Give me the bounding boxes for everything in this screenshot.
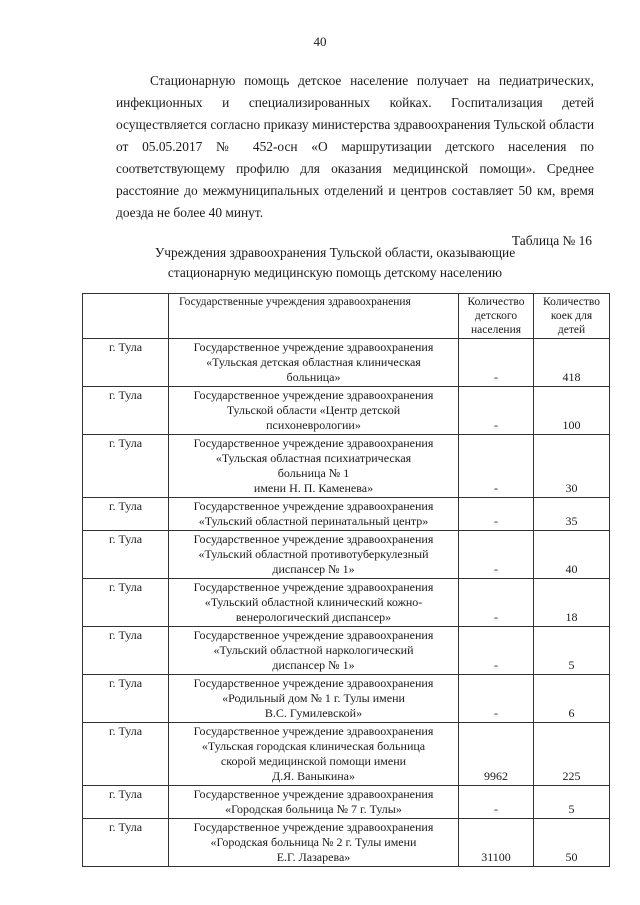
page-number: 40 — [313, 34, 327, 49]
cell-institution — [169, 531, 459, 579]
cell-institution — [169, 339, 459, 387]
institution-line: «Тульский областной клинический кожно- — [204, 595, 423, 609]
institution-line: Государственное учреждение здравоохранения — [193, 724, 434, 738]
caption-line-2: стационарную медицинскую помощь детскому населению — [167, 265, 503, 280]
table-row — [83, 579, 610, 627]
institution-line: «Тульская областная психиатрическая — [215, 451, 412, 465]
cell-city: г. Тула — [83, 579, 169, 627]
cell-beds: 418 — [534, 339, 610, 387]
cell-population: - — [459, 387, 534, 435]
institution-line: Государственное учреждение здравоохранения — [193, 676, 434, 690]
table-row — [83, 387, 610, 435]
cell-institution — [169, 387, 459, 435]
institution-line: Государственное учреждение здравоохранения — [193, 436, 434, 450]
cell-population: - — [459, 498, 534, 531]
body-paragraph: Стационарную помощь детское население получает на педиатрических, инфекционных и специализированных койках. Госпитализация детей осуществляется согласно приказу министерства здравоохранения Тульской области от 05.05.2017 № 452-осн «О маршрутизации детского населения по соответствующему профилю для оказания медицинской помощи». Среднее расстояние до межмуниципальных отделений и центров составляет 50 км, время доезда не более 40 минут. — [116, 73, 594, 220]
table-row — [83, 531, 610, 579]
cell-beds: 40 — [534, 531, 610, 579]
cell-institution — [169, 675, 459, 723]
cell-beds: 5 — [534, 786, 610, 819]
cell-population: - — [459, 339, 534, 387]
cell-institution — [169, 579, 459, 627]
table-row — [83, 627, 610, 675]
institution-line: Государственное учреждение здравоохранения — [193, 340, 434, 354]
cell-city: г. Тула — [83, 675, 169, 723]
institution-line: Государственное учреждение здравоохранения — [193, 499, 434, 513]
cell-city: г. Тула — [83, 531, 169, 579]
cell-institution — [169, 819, 459, 867]
institution-line: Тульской области «Центр детской — [226, 403, 401, 417]
institution-line: диспансер № 1» — [272, 658, 355, 672]
institution-line: «Тульская детская областная клиническая — [206, 355, 421, 369]
institution-line: «Тульский областной перинатальный центр» — [198, 514, 429, 528]
institution-line: «Городская больница № 7 г. Тулы» — [225, 802, 402, 816]
institution-line: Государственное учреждение здравоохранения — [193, 388, 434, 402]
cell-beds: 30 — [534, 435, 610, 498]
header-population: Количество детского населения — [459, 294, 534, 339]
cell-population: - — [459, 531, 534, 579]
cell-population: 9962 — [459, 723, 534, 786]
table-row — [83, 819, 610, 867]
table-row — [83, 723, 610, 786]
institution-line: «Тульский областной наркологический — [213, 643, 414, 657]
cell-institution — [169, 435, 459, 498]
institution-line: В.С. Гумилевской» — [264, 706, 363, 720]
cell-beds: 225 — [534, 723, 610, 786]
cell-beds: 18 — [534, 579, 610, 627]
cell-city: г. Тула — [83, 627, 169, 675]
cell-population: - — [459, 786, 534, 819]
institution-line: Государственное учреждение здравоохранения — [193, 628, 434, 642]
cell-population: - — [459, 579, 534, 627]
cell-beds: 35 — [534, 498, 610, 531]
table-body — [83, 339, 610, 867]
cell-population: - — [459, 627, 534, 675]
table-row — [83, 498, 610, 531]
caption-line-1: Учреждения здравоохранения Тульской области, оказывающие — [154, 245, 516, 260]
cell-city: г. Тула — [83, 339, 169, 387]
cell-city: г. Тула — [83, 498, 169, 531]
cell-institution — [169, 786, 459, 819]
institution-line: больница № 1 — [277, 466, 350, 480]
institution-line: скорой медицинской помощи имени — [220, 754, 407, 768]
cell-city: г. Тула — [83, 723, 169, 786]
cell-institution — [169, 498, 459, 531]
table-row — [83, 786, 610, 819]
header-beds: Количество коек для детей — [534, 294, 610, 339]
header-city — [83, 294, 169, 339]
institutions-table — [82, 293, 610, 867]
institution-line: «Городская больница № 2 г. Тулы имени — [210, 835, 417, 849]
cell-beds: 5 — [534, 627, 610, 675]
cell-population: - — [459, 675, 534, 723]
table-row — [83, 675, 610, 723]
table-caption — [100, 243, 570, 283]
institution-line: Государственное учреждение здравоохранения — [193, 820, 434, 834]
cell-beds: 100 — [534, 387, 610, 435]
cell-beds: 50 — [534, 819, 610, 867]
table-row — [83, 339, 610, 387]
cell-city: г. Тула — [83, 819, 169, 867]
table-label: Таблица № 16 — [511, 233, 592, 248]
cell-institution — [169, 627, 459, 675]
cell-institution — [169, 723, 459, 786]
cell-city: г. Тула — [83, 387, 169, 435]
institution-line: «Тульский областной противотуберкулезный — [198, 547, 429, 561]
cell-city: г. Тула — [83, 435, 169, 498]
cell-population: 31100 — [459, 819, 534, 867]
institution-line: «Тульская городская клиническая больница — [201, 739, 426, 753]
table-header-row — [83, 294, 610, 339]
institution-line: имени Н. П. Каменева» — [253, 481, 374, 495]
institution-line: психоневрологии» — [266, 418, 361, 432]
cell-population: - — [459, 435, 534, 498]
header-org: Государственные учреждения здравоохранения — [169, 294, 459, 339]
institution-line: Государственное учреждение здравоохранения — [193, 787, 434, 801]
table-row — [83, 435, 610, 498]
institution-line: диспансер № 1» — [272, 562, 355, 576]
institution-line: Государственное учреждение здравоохранения — [193, 532, 434, 546]
cell-city: г. Тула — [83, 786, 169, 819]
institution-line: больница» — [286, 370, 341, 384]
institution-line: венерологический диспансер» — [235, 610, 392, 624]
institution-line: Государственное учреждение здравоохранения — [193, 580, 434, 594]
institution-line: Е.Г. Лазарева» — [276, 850, 351, 864]
institution-line: Д.Я. Ваныкина» — [271, 769, 355, 783]
cell-beds: 6 — [534, 675, 610, 723]
institution-line: «Родильный дом № 1 г. Тулы имени — [222, 691, 405, 705]
